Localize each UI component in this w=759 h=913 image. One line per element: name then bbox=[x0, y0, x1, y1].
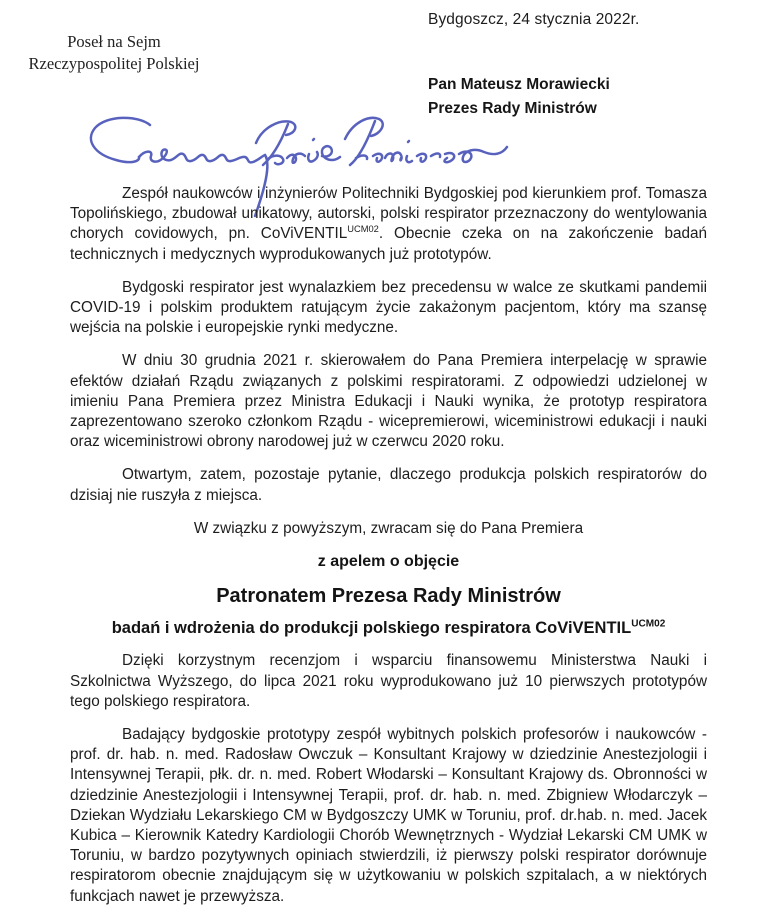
appeal-heading-3-text: badań i wdrożenia do produkcji polskiego respiratora CoViVENTIL bbox=[111, 619, 632, 638]
letterhead-subtitle: Rzeczypospolitej Polskiej bbox=[28, 54, 200, 73]
addressee-role: Prezes Rady Ministrów bbox=[428, 99, 597, 117]
ink-stroke bbox=[322, 146, 340, 160]
letter-body bbox=[70, 184, 707, 913]
appeal-heading-3 bbox=[70, 618, 707, 638]
ink-stroke bbox=[385, 153, 402, 161]
paragraph-1-rest: . Obecnie czeka on na zakończenie badań technicznych i medycznych wyprodukowanych już prototypów. bbox=[70, 225, 707, 263]
ink-stroke bbox=[406, 156, 412, 162]
ink-stroke bbox=[459, 147, 507, 162]
letterhead bbox=[14, 31, 214, 75]
ink-stroke bbox=[256, 121, 295, 143]
letterhead-title: Poseł na Sejm bbox=[67, 32, 161, 51]
paragraph-1-text: Zespół naukowców i inżynierów Politechniki Bydgoskiej pod kierunkiem prof. Tomasza Topolińskiego, zbudował unikatowy, autorski, polski respirator przeznaczony do wentylowania chorych covidowych, pn. CoViVENTIL bbox=[70, 185, 707, 243]
respirator-model-superscript: UCM02 bbox=[347, 224, 379, 235]
ink-stroke bbox=[345, 118, 383, 139]
ink-stroke bbox=[444, 153, 454, 162]
paragraph-4: Otwartym, zatem, pozostaje pytanie, dlaczego produkcja polskich respiratorów do dzisiaj nie ruszyła z miejsca. bbox=[70, 466, 707, 504]
paragraph-2: Bydgoski respirator jest wynalazkiem bez precedensu w walce ze skutkami pandemii COVID-19 i polskim produktem ratującym życie zakażonym pacjentom, który ma szansę wejścia na polskie i europejskie rynki medyczne. bbox=[70, 278, 707, 337]
appeal-heading-2: Patronatem Prezesa Rady Ministrów bbox=[216, 585, 561, 608]
paragraph-5: Dzięki korzystnym recenzjom i wsparciu finansowemu Ministerstwa Nauki i Szkolnictwa Wyższego, do lipca 2021 roku wyprodukowano już 10 pierwszych prototypów tego polskiego respiratora. bbox=[70, 652, 707, 710]
paragraph-6: Badający bydgoskie prototypy zespół wybitnych polskich profesorów i naukowców - prof. dr. hab. n. med. Radosław Owczuk – Konsultant Krajowy w dziedzinie Anestezjologii i Intensywnej Terapii, płk. dr. n. med. Robert Włodarski – Konsultant Krajowy ds. Obronności w dziedzinie Anestezjologii i Intensywnej Terapii, prof. dr. hab. n. med. Zbigniew Włodarczyk – Dziekan Wydziału Lekarskiego CM w Bydgoszczy UMK w Toruniu, prof. dr.hab. n. med. Jacek Kubica – Kierownik Katedry Kardiologii Chorób Wewnętrznych - Wydział Lekarski CM UMK w Toruniu, w bardzo pozytywnych opiniach stwierdzili, iż pierwszy polski respirator dorównuje respiratorom obecnie znajdującym się w użytkowaniu w polskich szpitalach, a w niektórych funkcjach nawet je przewyższa. bbox=[70, 726, 707, 905]
ink-stroke bbox=[373, 154, 382, 162]
respirator-model-superscript: UCM02 bbox=[631, 618, 666, 630]
ink-stroke bbox=[417, 154, 426, 162]
ink-stroke bbox=[313, 139, 314, 140]
ink-stroke bbox=[431, 153, 440, 157]
ink-stroke bbox=[308, 152, 318, 162]
appeal-heading-1: z apelem o objęcie bbox=[317, 553, 460, 571]
ink-stroke bbox=[287, 154, 305, 163]
paragraph-3: W dniu 30 grudnia 2021 r. skierowałem do Pana Premiera interpelację w sprawie efektów działań Rządu związanych z polskimi respiratorami. Z odpowiedzi udzielonej w imieniu Pana Premiera przez Ministra Edukacji i Nauki wynika, że prototyp respiratora zaprezentowano szeroko członkom Rządu - wicepremierowi, wiceministrowi edukacji i nauki oraz wiceministrowi obrony narodowej już w czerwcu 2020 roku. bbox=[70, 352, 707, 451]
ink-stroke bbox=[139, 149, 265, 162]
paragraph-1 bbox=[70, 184, 707, 265]
addressee-name: Pan Mateusz Morawiecki bbox=[428, 76, 610, 93]
date-line: Bydgoszcz, 24 stycznia 2022r. bbox=[428, 11, 640, 28]
ink-stroke bbox=[408, 141, 409, 142]
transition-line: W związku z powyższym, zwracam się do Pana Premiera bbox=[193, 519, 584, 537]
ink-stroke bbox=[268, 156, 283, 165]
